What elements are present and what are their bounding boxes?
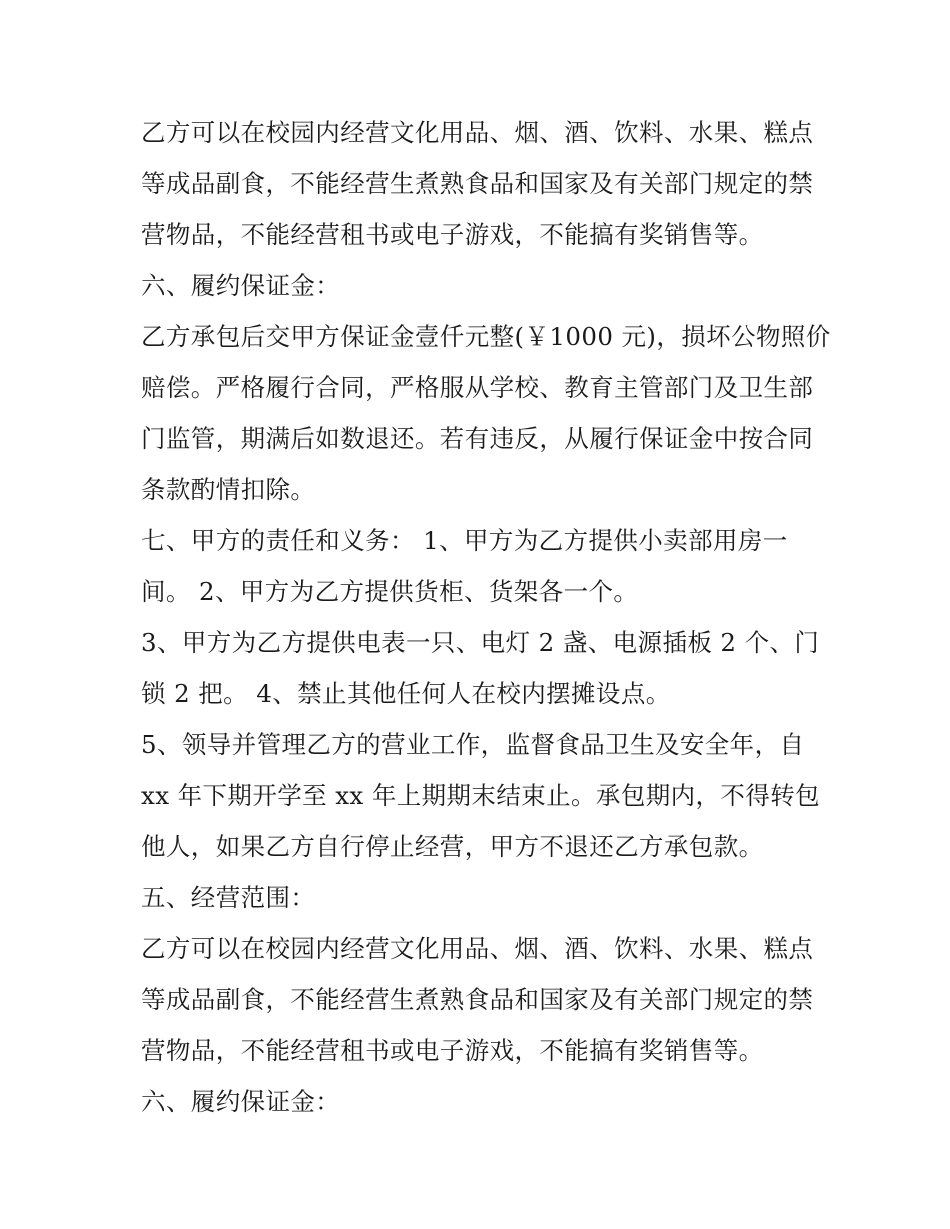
section-heading: 六、履约保证金：	[141, 1087, 341, 1116]
text-line: 5、领导并管理乙方的营业工作，监督食品卫生及安全年，自	[141, 730, 805, 759]
text-line: 乙方可以在校园内经营文化用品、烟、酒、饮料、水果、糕点	[141, 118, 814, 147]
text-line: 等成品副食，不能经营生煮熟食品和国家及有关部门规定的禁	[141, 985, 814, 1014]
text-line: 3、甲方为乙方提供电表一只、电灯 2 盏、电源插板 2 个、门	[141, 628, 820, 657]
section-heading: 六、履约保证金：	[141, 271, 341, 300]
text-line: 条款酌情扣除。	[141, 475, 316, 504]
text-line: 门监管，期满后如数退还。若有违反，从履行保证金中按合同	[141, 424, 814, 453]
text-line: 乙方承包后交甲方保证金壹仟元整(￥1000 元)，损坏公物照价	[141, 322, 831, 351]
text-line: 等成品副食，不能经营生煮熟食品和国家及有关部门规定的禁	[141, 169, 814, 198]
text-line: 营物品，不能经营租书或电子游戏，不能搞有奖销售等。	[141, 220, 764, 249]
text-line: 赔偿。严格履行合同，严格服从学校、教育主管部门及卫生部	[141, 373, 814, 402]
text-line: 营物品，不能经营租书或电子游戏，不能搞有奖销售等。	[141, 1036, 764, 1065]
text-line: 锁 2 把。 4、禁止其他任何人在校内摆摊设点。	[141, 679, 671, 708]
document-body	[141, 107, 831, 1127]
text-line: xx 年下期开学至 xx 年上期期末结束止。承包期内，不得转包	[141, 781, 821, 810]
text-line: 乙方可以在校园内经营文化用品、烟、酒、饮料、水果、糕点	[141, 934, 814, 963]
text-line: 间。 2、甲方为乙方提供货柜、货架各一个。	[141, 577, 639, 606]
section-heading: 五、经营范围：	[141, 883, 316, 912]
text-line: 他人，如果乙方自行停止经营，甲方不退还乙方承包款。	[141, 832, 764, 861]
section-heading: 七、甲方的责任和义务： 1、甲方为乙方提供小卖部用房一	[141, 526, 788, 555]
